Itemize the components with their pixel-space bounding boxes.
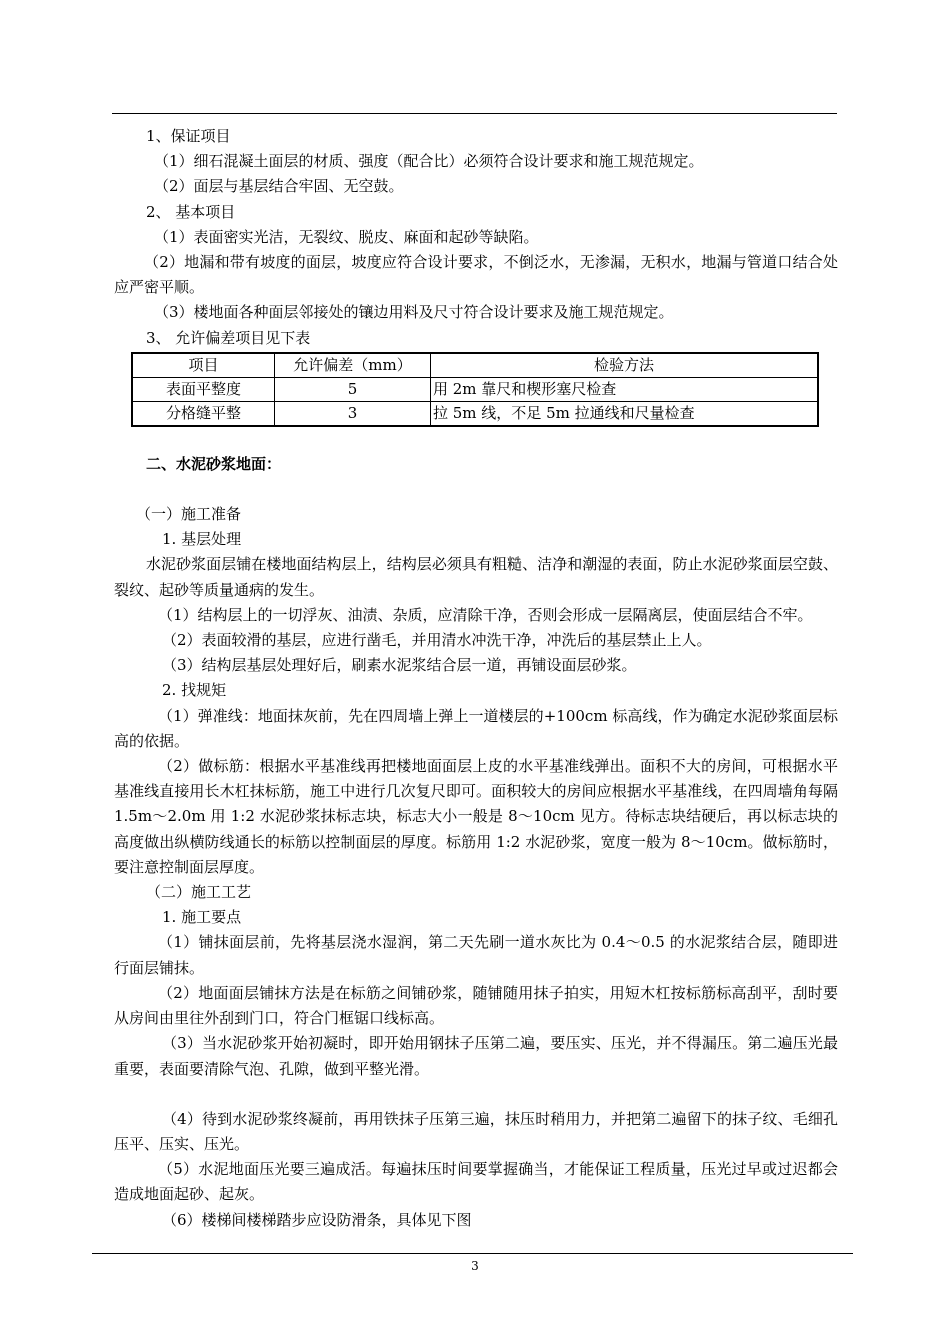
prep-heading: （一）施工准备 [136,505,242,524]
document-body [114,124,838,1233]
points-heading: 1. 施工要点 [162,908,242,927]
basic-item-3: （3）楼地面各种面层邻接处的镶边用料及尺寸符合设计要求及施工规范规定。 [154,303,674,322]
table-header-cell: 项目 [132,353,275,378]
base-item-1: （1）结构层上的一切浮灰、油渍、杂质，应清除干净，否则会形成一层隔离层，使面层结合不牢。 [158,605,813,624]
table-header-cell: 允许偏差（mm） [275,353,431,378]
table-header-row [132,353,818,378]
page-number: 3 [471,1259,479,1273]
guarantee-item-1: （1）细石混凝土面层的材质、强度（配合比）必须符合设计要求和施工规范规定。 [154,152,704,171]
table-row [132,401,818,426]
point-item-5: （5）水泥地面压光要三遍成活。每遍抹压时间要掌握确当，才能保证工程质量，压光过早或过迟都会造成地面起砂、起灰。 [114,1160,838,1204]
footer-rule [92,1253,853,1254]
point-item-4: （4）待到水泥砂浆终凝前，再用铁抹子压第三遍，抹压时稍用力，并把第二遍留下的抹子纹、毛细孔压平、压实、压光。 [114,1109,838,1153]
guarantee-heading: 1、保证项目 [146,127,231,145]
section-title: 二、水泥砂浆地面： [146,454,282,473]
base-heading: 1. 基层处理 [162,530,242,549]
point-item-2: （2）地面面层铺抹方法是在标筋之间铺砂浆，随铺随用抹子拍实，用短木杠按标筋标高刮平，刮时要从房间由里往外刮到门口，符合门框锯口线标高。 [114,983,838,1028]
table-cell: 表面平整度 [132,377,275,401]
level-item-1: （1）弹准线：地面抹灰前，先在四周墙上弹上一道楼层的+100cm 标高线，作为确定水泥砂浆面层标高的依据。 [114,706,838,750]
basic-item-2: （2）地漏和带有坡度的面层，坡度应符合设计要求，不倒泛水，无渗漏，无积水，地漏与管道口结合处应严密平顺。 [114,253,838,297]
table-cell: 5 [275,377,431,401]
base-item-2: （2）表面较滑的基层，应进行凿毛，并用清水冲洗干净，冲洗后的基层禁止上人。 [162,631,712,650]
level-heading: 2. 找规矩 [162,681,227,700]
table-header-cell: 检验方法 [431,353,819,378]
basic-heading: 2、 基本项目 [146,202,236,221]
tolerance-heading: 3、 允许偏差项目见下表 [146,328,311,347]
guarantee-item-2: （2）面层与基层结合牢固、无空鼓。 [154,177,404,196]
table-cell: 3 [275,401,431,426]
point-item-6: （6）楼梯间楼梯踏步应设防滑条，具体见下图 [162,1210,472,1229]
point-item-3: （3）当水泥砂浆开始初凝时，即开始用钢抹子压第二遍，要压实、压光，并不得漏压。第二遍压光最重要，表面要清除气泡、孔隙，做到平整光滑。 [114,1034,838,1078]
point-item-1: （1）铺抹面层前，先将基层浇水湿润，第二天先刷一道水灰比为 0.4～0.5 的水泥浆结合层，随即进行面层铺抹。 [114,933,838,977]
table-cell: 分格缝平整 [132,401,275,426]
base-intro: 水泥砂浆面层铺在楼地面结构层上，结构层必须具有粗糙、洁净和潮湿的表面，防止水泥砂浆面层空鼓、裂纹、起砂等质量通病的发生。 [114,555,838,599]
table-cell: 拉 5m 线，不足 5m 拉通线和尺量检查 [431,401,819,426]
level-item-2: （2）做标筋：根据水平基准线再把楼地面面层上皮的水平基准线弹出。面积不大的房间，可根据水平基准线直接用长木杠抹标筋，施工中进行几次复尺即可。面积较大的房间应根据水平基准线，在四周墙角每隔 1.5m～2.0m 用 1:2 水泥砂浆抹标志块，标志大小一般是 8～10cm 见方。待标志块结硬后，再以标志块的高度做出纵横防线通长的标筋以控制面层的厚度。标筋用 1:2 水泥砂浆，宽度一般为 8～10cm。做标筋时，要注意控制面层厚度。 [114,757,838,876]
basic-item-1: （1）表面密实光洁，无裂纹、脱皮、麻面和起砂等缺陷。 [154,227,539,246]
table-cell: 用 2m 靠尺和楔形塞尺检查 [431,377,819,401]
table-row [132,377,818,401]
header-rule [112,113,837,114]
base-item-3: （3）结构层基层处理好后，刷素水泥浆结合层一道，再铺设面层砂浆。 [162,656,637,675]
tolerance-table [131,352,819,427]
process-heading: （二）施工工艺 [146,883,252,902]
